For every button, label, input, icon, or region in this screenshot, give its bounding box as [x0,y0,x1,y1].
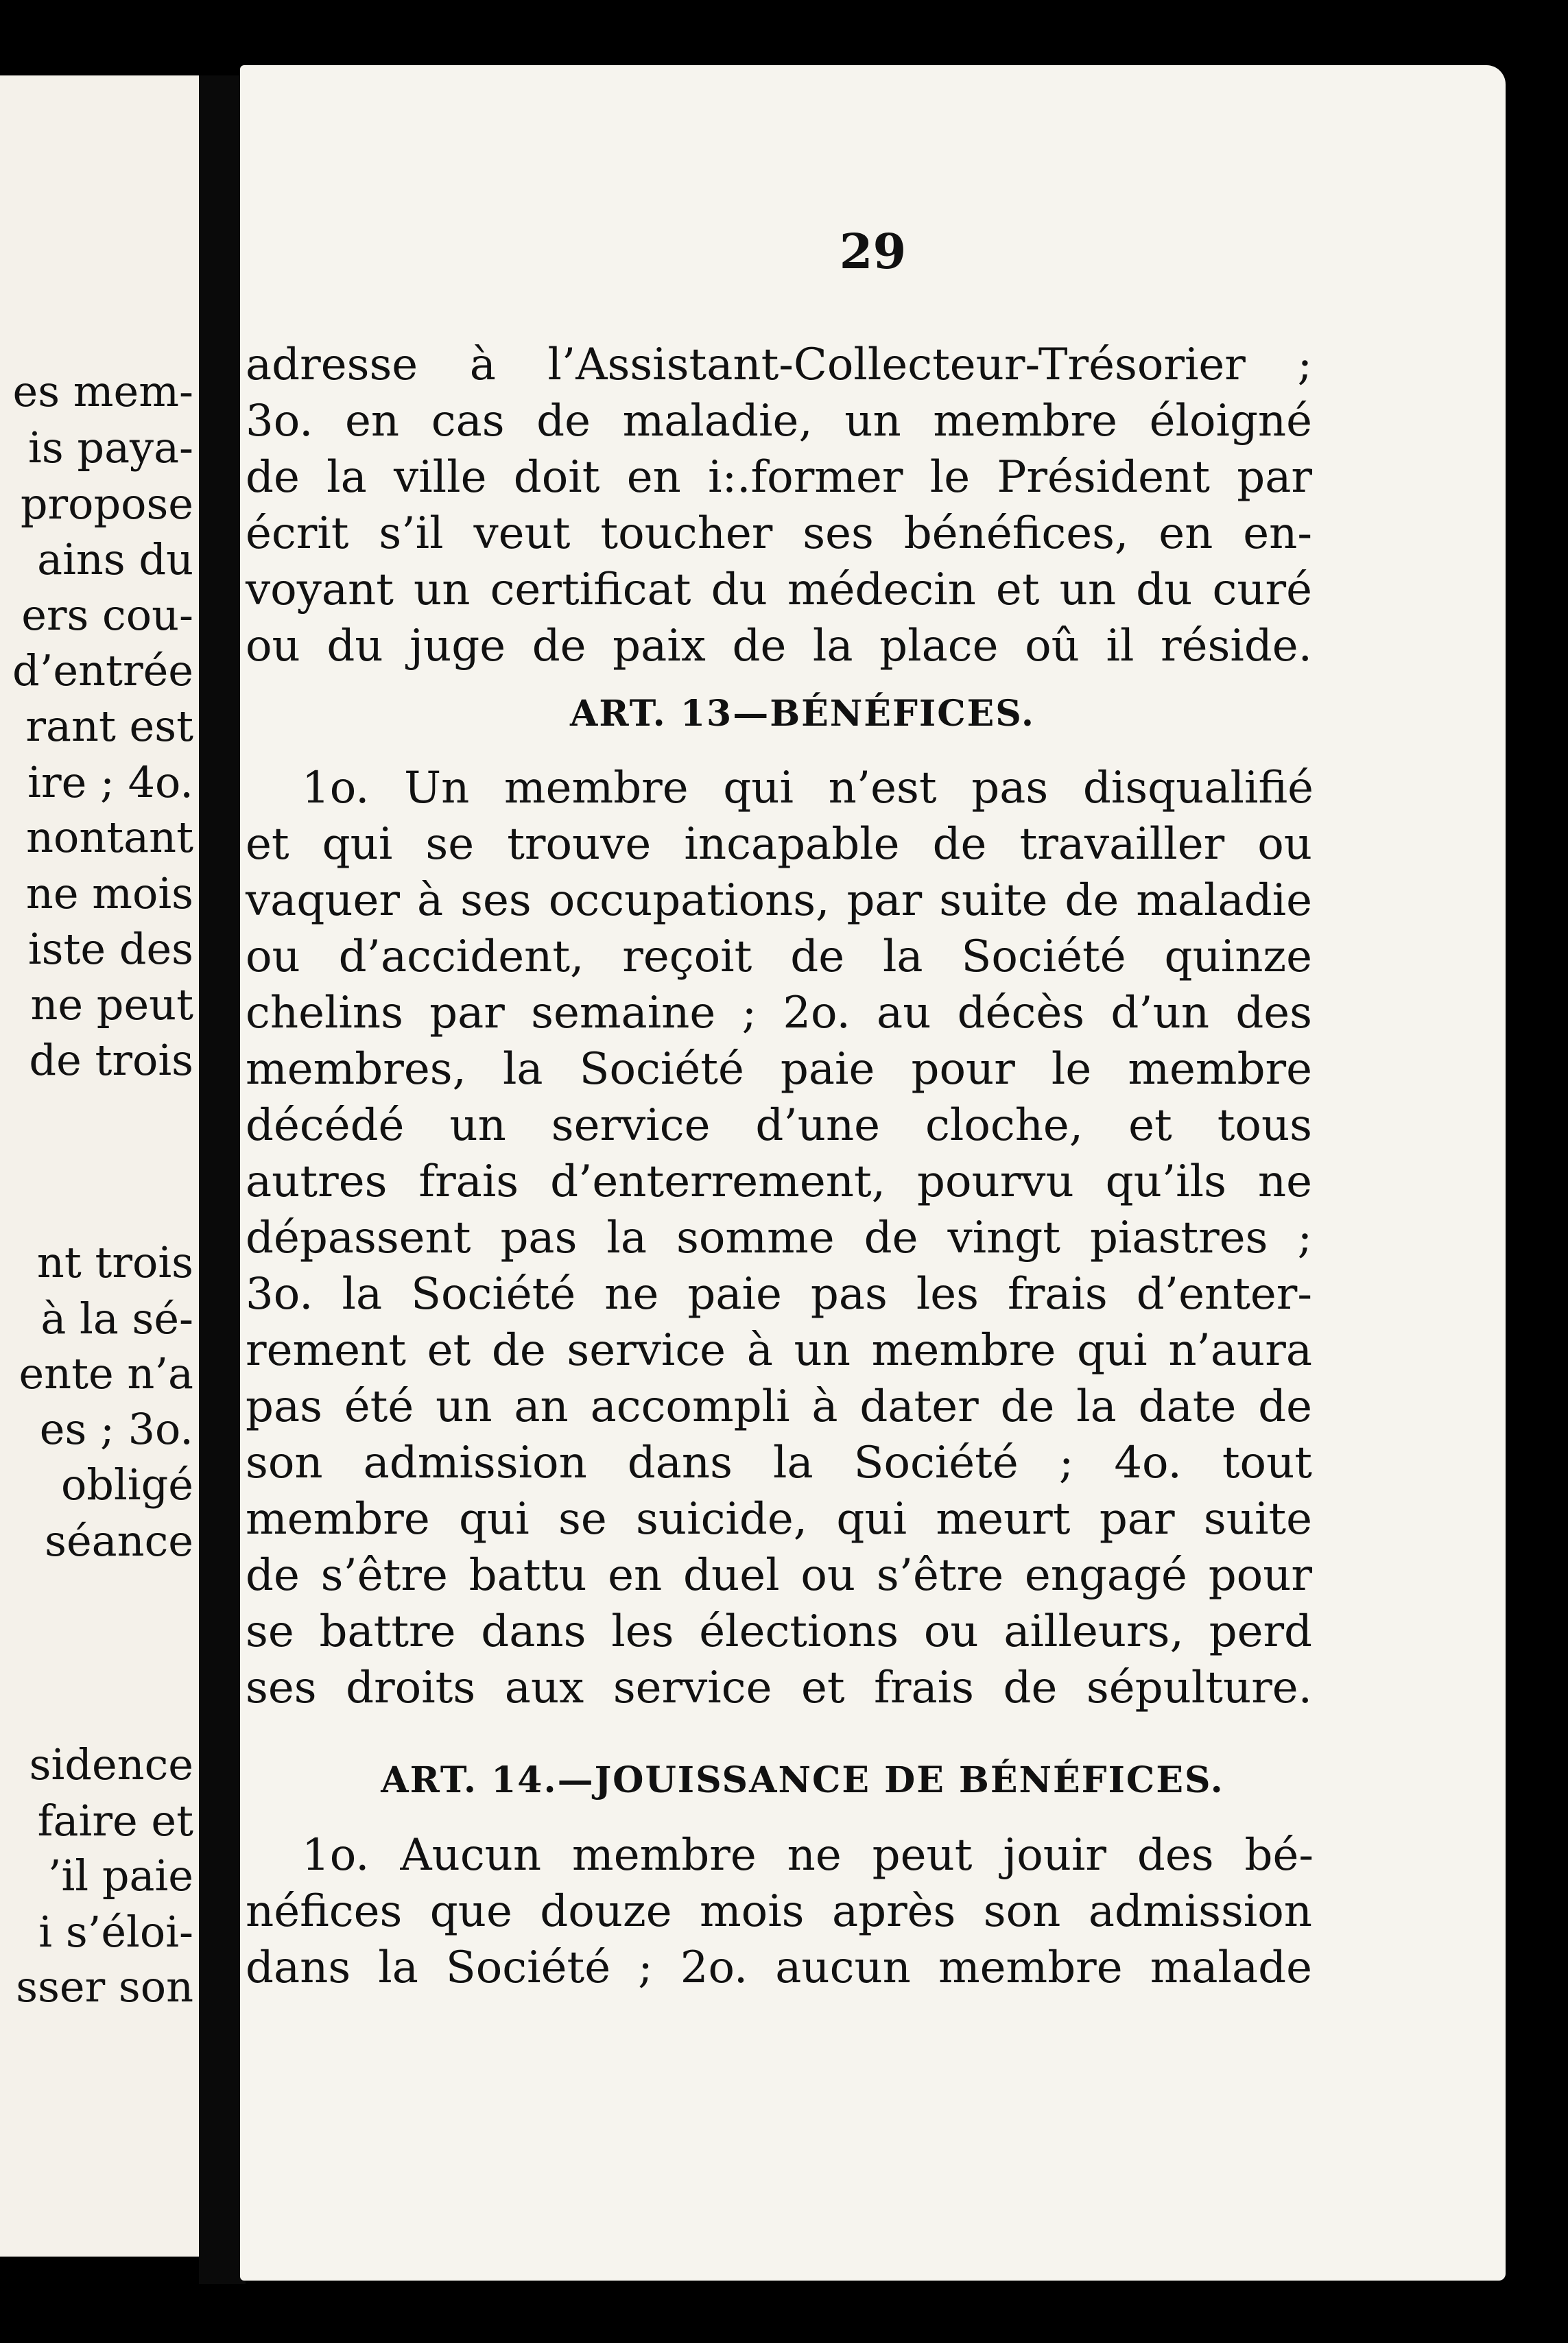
text-line: pas été un an accompli à dater de la date de [246,1381,1312,1432]
left-line: ente n’a [19,1348,193,1399]
text-line: écrit s’il veut toucher ses bénéfices, en en- [246,508,1312,559]
text-line: 1o. Aucun membre ne peut jouir des bé- [302,1830,1314,1881]
left-line: sidence [29,1739,193,1789]
text-line: et qui se trouve incapable de travailler ou [246,819,1312,870]
text-line: autres frais d’enterrement, pourvu qu’ils ne [246,1156,1312,1207]
left-line: sser son [16,1962,193,2012]
text-line: dans la Société ; 2o. aucun membre malade [246,1942,1312,1993]
article-14-heading: ART. 14.—JOUISSANCE DE BÉNÉFICES. [381,1759,1224,1801]
left-line: ’il paie [47,1851,193,1901]
text-line: néfices que douze mois après son admission [246,1886,1312,1937]
text-line: ses droits aux service et frais de sépulture. [246,1663,1312,1713]
left-line: à la sé- [40,1294,193,1344]
right-page [240,65,1506,2281]
text-line: adresse à l’Assistant-Collecteur-Trésorier ; [246,340,1312,390]
text-line: se battre dans les élections ou ailleurs, perd [246,1606,1312,1657]
text-line: chelins par semaine ; 2o. au décès d’un des [246,988,1312,1038]
left-line: séance [45,1516,193,1566]
left-line: faire et [37,1796,193,1846]
left-line: propose [20,479,193,529]
text-line: dépassent pas la somme de vingt piastres ; [246,1213,1312,1263]
left-line: ers cou- [21,590,193,640]
left-page-fragment [0,75,206,2257]
left-line: es ; 3o. [39,1404,193,1454]
left-line: iste des [27,924,193,974]
left-line: es mem- [12,366,193,416]
left-line: obligé [60,1460,193,1510]
text-line: voyant un certificat du médecin et un du curé [246,564,1312,615]
left-line: i s’éloi- [38,1907,193,1957]
left-line: nt trois [36,1237,193,1287]
text-line: de la ville doit en i:.former le Président par [246,452,1312,503]
text-line: décédé un service d’une cloche, et tous [246,1100,1312,1151]
text-line: rement et de service à un membre qui n’aura [246,1325,1312,1376]
left-line: rant est [25,701,193,751]
article-13-heading: ART. 13—BÉNÉFICES. [569,693,1036,735]
left-line: nontant [26,812,193,862]
page-number: 29 [839,223,907,280]
left-line: ne peut [30,979,193,1030]
text-line: son admission dans la Société ; 4o. tout [246,1438,1312,1488]
book-spine-shadow [199,75,246,2284]
text-line: membre qui se suicide, qui meurt par suite [246,1494,1312,1545]
text-line: ou d’accident, reçoit de la Société quinze [246,931,1312,982]
text-line: 1o. Un membre qui n’est pas disqualifié [302,763,1314,813]
left-line: ire ; 4o. [27,757,193,807]
left-line: d’entrée [12,645,193,695]
left-line: ne mois [25,868,193,918]
text-line: 3o. en cas de maladie, un membre éloigné [246,396,1312,447]
left-line: ains du [37,534,193,584]
text-line: de s’être battu en duel ou s’être engagé pour [246,1550,1312,1601]
text-line: membres, la Société paie pour le membre [246,1044,1312,1095]
text-line: 3o. la Société ne paie pas les frais d’enter- [246,1269,1312,1320]
left-line: is paya- [28,423,193,473]
text-line: ou du juge de paix de la place oû il réside. [246,621,1312,671]
left-line: de trois [29,1035,193,1085]
text-line: vaquer à ses occupations, par suite de maladie [246,875,1312,926]
